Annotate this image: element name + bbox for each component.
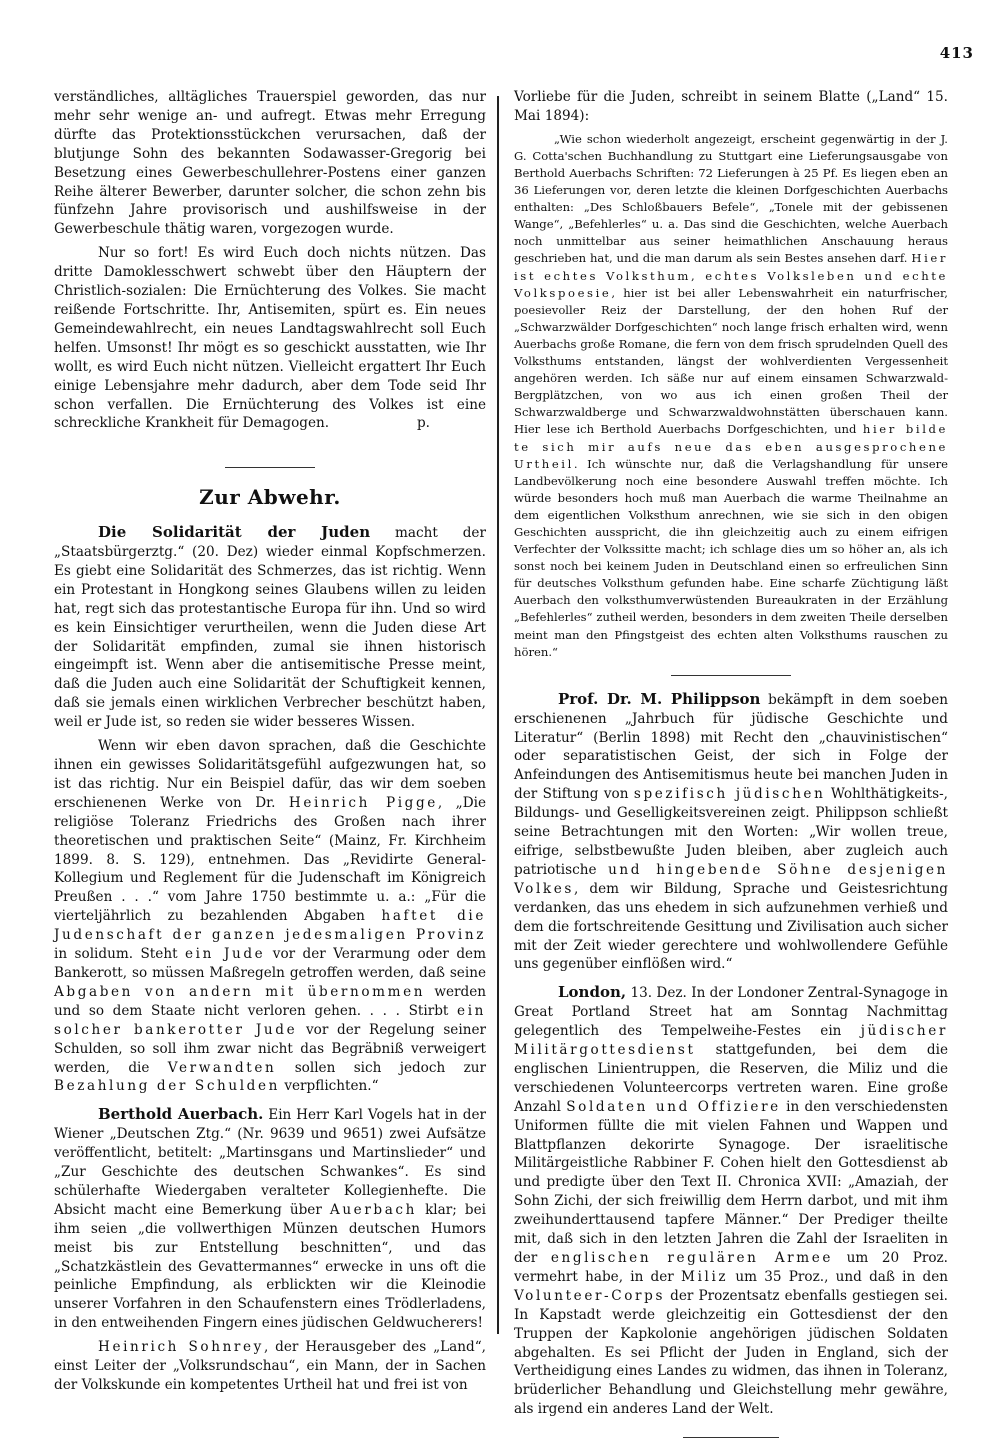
author-signature: p. [416,415,430,432]
left-column [54,88,486,1395]
london-text-d: um 20 Proz. vermehrt habe, in der [514,1250,949,1285]
london-text-a: 13. Dez. In der Londoner Zentral-Synagoge in Great Portland Street hat am Sonntag Nachmittag gelegentlich des Tempelweihe-Festes ein [514,985,948,1040]
emphasis-spezifisch: spezifisch jüdischen [633,786,826,803]
philippson-paragraph [514,690,948,975]
judenschaft-text-b: , „Die religiöse Toleranz Friedrichs des Großen nach ihrer theoretischen und praktischen Seite“ (Mainz, Fr. Kirchheim 1899. 8. S. 129), entnehmen. Das „Revidirte General-Kollegium und Reglement für die Judenschaft im Königreich Preußen . . .“ vom Jahre 1750 bestimmte u. a.: „Für die vierteljährlich zu bezahlenden Abgaben [54,794,486,925]
auerbach-lead: Berthold Auerbach. [98,1105,264,1124]
ernuechterung-paragraph [54,244,486,433]
auerbach-text-b: klar; bei ihm seien „die vollwerthigen Münzen deutschen Humors meist bis zur Entstellung beschnitten“, und das „Schatzkästlein des Gevattermannes“ erwecke in uns oft die peinliche Empfindung, als erblickten wir die Kleinodie unserer Vorfahren in den Schaufenstern eines Trödlerladens, in den entweihenden Fingern eines jüdischen Geldwucherers! [54,1201,486,1332]
london-text-f: der Prozentsatz ebenfalls gestiegen sei. In Kapstadt werde gleichzeitig ein Gottesdienst der den Truppen der Kapkolonie angehörigen jüdischen Soldaten abgehalten. Es sei Pflicht der Juden in England, sich der Vertheidigung eines Landes zu widmen, das ihnen in Toleranz, brüderlicher Behandlung und Gleichstellung mehr gewähre, als irgend ein anderes Land der Welt. [514,1287,948,1418]
solidaritaet-paragraph [54,523,486,732]
ernuechterung-text: Nur so fort! Es wird Euch doch nichts nützen. Das dritte Damoklesschwert schwebt über den Häuptern der Christlich-sozialen: Die Ernüchterung des Volkes. Sie macht reißende Fortschritte. Ihr, Antisemiten, spürt es. Ein neues Gemeindewahlrecht, ein neues Landtagswahlrecht soll Euch helfen. Umsonst! Ihr mögt es so geschickt ausstatten, wie Ihr wollt, es wird Euch nicht nützen. Vielleicht ergattert Ihr Euch einige Lebensjahre mehr dadurch, aber dem Tode seid Ihr schon verfallen. Die Ernüchterung des Volkes ist eine schreckliche Krankheit für Demagogen. [54,245,486,432]
emphasis-militaergottesdienst: jüdischer Militärgottesdienst [514,1023,948,1059]
emphasis-volunteer: Volunteer-Corps [514,1287,666,1304]
emphasis-bezahlung: Bezahlung der Schulden [54,1078,280,1095]
section-heading: Zur Abwehr. [199,485,341,510]
solidaritaet-text: macht der „Staatsbürgerztg.“ (20. Dez) wieder einmal Kopfschmerzen. Es giebt eine Solidarität des Schmerzes, das ist richtig. Wenn ein Protestant in Hongkong seines Glaubens willen zu leiden hat, regt sich das protestantische Europa für ihn. Und so wird es kein Einsichtiger verurtheilen, wenn die Juden diese Art der Solidarität empfinden, zumal sie ihnen historisch eingeimpft ist. Wenn aber die antisemitische Presse meint, daß die Juden auch eine Solidarität der Schuftigkeit kennen, daß sie jemals einen wirklichen Verbrecher beschützt haben, weil er Jude ist, so reden sie wider besseres Wissen. [54,525,486,731]
emphasis-abgaben: Abgaben von andern mit übernommen [54,983,426,1000]
quote-text-c: . Ich wünschte nur, daß die Verlagshandlung für unsere Landbevölkerung noch eine besondere Auswahl treffen möchte. Ich würde besonders hoch muß man Auerbach die warme Theilnahme an dem eigentlichen Volksthum anrechnen, wie sie sich in den obigen Geschichten ausspricht, die ihn gleichzeitig auch zu einem eifrigen Verfechter der Volkssitte macht; ich schlage dies um so höher an, als ich sonst noch bei keinem Juden in Deutschland einen so erfreulichen Sinn für deutsches Volksthum gefunden habe. Eine scharfe Züchtigung läßt Auerbach den volksthumverwüstenden Bureaukraten in der Erzählung „Befehlerles“ zutheil werden, besonders in dem zweiten Theile derselben meint man den Pfingstgeist des echten alten Volksthums rauschen zu hören.“ [514,456,948,659]
emphasis-soehne: und hingebende Söhne desjenigen Volkes [514,861,949,897]
emphasis-urtheil: hier bilde te sich mir aufs neue das eben ausgesprochene Urtheil [514,422,948,471]
emphasis-bankerott: ein solcher bankerotter Jude [54,1002,486,1038]
emphasis-sohnrey: Heinrich Sohnrey [98,1339,264,1356]
quote-text-a: „Wie schon wiederholt angezeigt, erscheint gegenwärtig in der J. G. Cotta'schen Buchhandlung zu Stuttgart eine Lieferungsausgabe von Berthold Auerbachs Schriften: 72 Lieferungen à 25 Pf. Es liegen eben an 36 Lieferungen vor, deren letzte die kleinen Dorfgeschichten Auerbachs enthalten: „Des Schloßbauers Befele“, „Tonele mit der gebissenen Wange“, „Befehlerles“ u. a. Das sind die Geschichten, welche Auerbach noch unmittelbar aus seiner heimathlichen Anschauung heraus geschrieben hat, und die man darum als sein Bestes ansehen darf. [514,131,948,266]
emphasis-volksthum: Hier ist echtes Volksthum, echtes Volksleben und echte Volkspoesie [514,251,948,300]
judenschaft-text-h: verpflichten.“ [284,1078,379,1095]
right-column [514,88,948,1438]
article-divider [671,675,791,676]
emphasis-haftet: haftet die Judenschaft der ganzen jedesmaligen Provinz [54,908,487,944]
emphasis-miliz: Miliz [681,1268,729,1285]
judenschaft-text-f: vor der Regelung seiner Schulden, so soll ihm zwar nicht das Begräbniß verweigert werden, die [54,1021,486,1076]
judenschaft-paragraph [54,737,486,1096]
auerbach-paragraph [54,1105,486,1333]
sohnrey-text: , der Herausgeber des „Land“, einst Leiter der „Volksrundschau“, ein Mann, der in Sachen der Volkskunde ein kompetentes Urtheil hat und frei ist von [54,1339,486,1393]
judenschaft-text-a: Wenn wir eben davon sprachen, daß die Geschichte ihnen ein gewisses Solidaritätsgefühl aufgezwungen hat, so ist das richtig. Nur ein Beispiel dafür, das wir dem soeben erschienenen Werke von Dr. [54,738,486,811]
author-name-pigge: Heinrich Pigge [288,794,438,811]
judenschaft-text-e: werden und so dem Staate nicht verloren gehen. . . . Stirbt [54,983,486,1019]
london-text-c: in den verschiedensten Uniformen füllte die mit vielen Fahnen und Wappen und Blattpflanzen dekorirte Synagoge. Der israelitische Militärgeistliche Rabbiner F. Cohen hielt den Gottesdienst ab und predigte über den Text II. Chronica XVII: „Amaziah, der Sohn Zichi, der sich freiwillig dem Herrn darbot, und mit ihm zweihunderttausend tapfere Männer.“ Der Prediger theilte mit, daß sich in den letzten Jahren die Zahl der Israeliten in der [514,1098,948,1266]
judenschaft-text-g: sollen sich jedoch zur [294,1059,486,1076]
column-rule [497,96,499,1334]
emphasis-verwandten: Verwandten [167,1059,277,1076]
sohnrey-paragraph [54,1338,486,1395]
london-lead: London, [558,983,627,1002]
emphasis-soldaten: Soldaten und Offiziere [566,1098,781,1115]
emphasis-armee: englischen regulären Armee [550,1250,833,1266]
london-text-b: stattgefunden, bei dem die englischen Linientruppen, die Reserven, die Miliz und die verschiedenen Volunteercorps vertreten waren. Eine große Anzahl [514,1042,948,1115]
judenschaft-text-d: vor der Verarmung oder dem Bankerott, so müssen Maßregeln getroffen werden, daß seine [54,946,486,981]
intro-paragraph: verständliches, alltägliches Trauerspiel geworden, das nur mehr sehr wenige an- und aufregt. Etwas mehr Erregung dürfte das Protektionsstückchen verursachen, daß der blutjunge Sohn des bekannten Sodawasser-Gregorig bei Besetzung eines Gewerbeschullehrer-Postens einer ganzen Reihe älterer Bewerber, darunter solcher, die schon zehn bis fünfzehn Jahre provisorisch und aushilfsweise in der Gewerbeschule thätig waren, vorgezogen wurde. [54,89,486,238]
philippson-lead: Prof. Dr. M. Philippson [558,689,761,708]
philippson-text-a: bekämpft in dem soeben erschienenen „Jahrbuch für jüdische Geschichte und Literatur“ (Berlin 1898) mit Recht den „chauvinistischen“ oder separatistischen Geist, der sich in Folge der Anfeindungen des Antisemitismus heute bei manchen Juden in der Stiftung von [514,691,948,803]
london-text-e: um 35 Proz., und daß in den [735,1268,948,1285]
page-number: 413 [939,44,974,62]
section-divider [225,467,315,468]
solidaritaet-lead: Die Solidarität der Juden [98,523,371,542]
emphasis-auerbach: Auerbach [329,1201,417,1218]
auerbach-text-a: Ein Herr Karl Vogels hat in der Wiener „Deutschen Ztg.“ (Nr. 9639 und 9651) zwei Aufsätze veröffentlicht, betitelt: „Martinsgans und Martinslieder“ und „Zur Geschichte des deutschen Schwankes“. Es sind schülerhafte Wiedergaben veralteter Kollegienhefte. Die Absicht macht eine Bemerkung über [54,1107,486,1218]
emphasis-ein-jude: ein Jude [184,946,266,963]
quote-text-b: , hier ist bei aller Lebenswahrheit ein naturfrischer, poesievoller Reiz der Darstellung, der den hohen Ruf der „Schwarzwälder Dorfgeschichten“ noch lange frisch erhalten wird, wenn Auerbachs große Romane, die fern von dem frisch sprudelnden Quell des Volksthums entstanden, längst der wohlverdienten Vergessenheit angehören werden. Ich säße nur auf einem einsamen Schwarzwald-Bergplätzchen, von wo aus ich einen großen Theil der Schwarzwaldberge und Schwarzwaldwohnstätten überschauen kann. Hier lese ich Berthold Auerbachs Dorfgeschichten, und [514,285,948,437]
judenschaft-text-c: in solidum. Steht [54,946,178,963]
continuation-paragraph: Vorliebe für die Juden, schreibt in seinem Blatte („Land“ 15. Mai 1894): [514,89,948,124]
philippson-text-b: Wohlthätigkeits-, Bildungs- und Geselligkeitsvereinen zeigt. Philippson schließt seine Betrachtungen mit den Worten: „Wir wollen treue, eifrige, selbstbewußte Juden bleiben, aber zugleich auch patriotische [514,786,948,878]
sohnrey-quote [514,131,948,661]
london-paragraph [514,983,948,1419]
philippson-text-c: , dem wir Bildung, Sprache und Geistesrichtung verdanken, das uns ehedem in sich aufzunehmen verhieß und dem die fortschreitende Gesittung und Zivilisation auch sicher mit der Zeit wieder gerechtere und wohlwollendere Gefühle uns gegenüber einflößen wird.“ [514,880,948,973]
